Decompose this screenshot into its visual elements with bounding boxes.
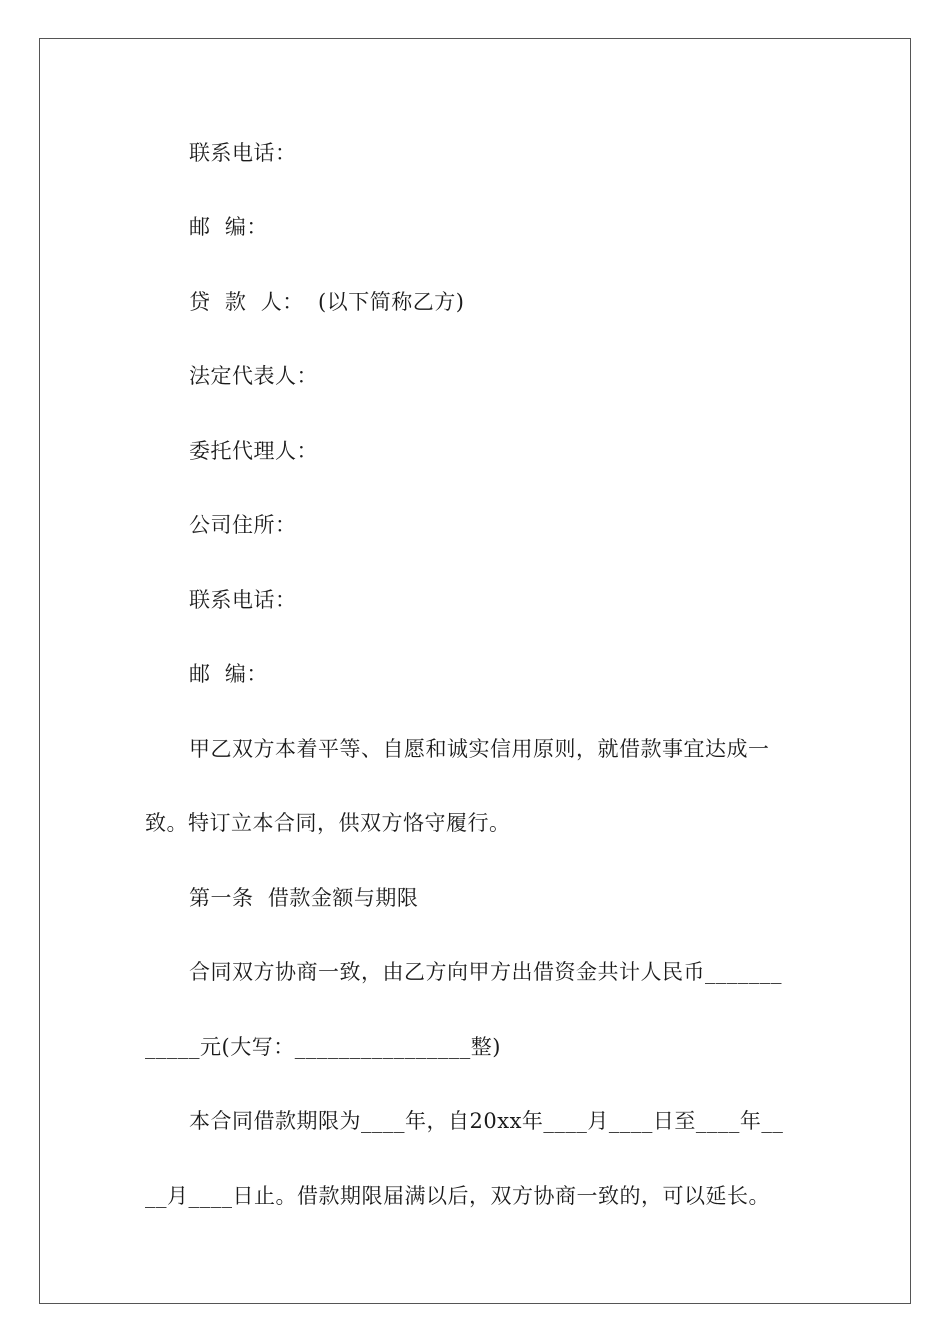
borrower-postcode-label: 邮 编： (189, 662, 268, 686)
company-address-label: 公司住所： (189, 513, 297, 537)
lender-phone-label: 联系电话： (189, 141, 297, 165)
preamble-paragraph-line-1: 甲乙双方本着平等、自愿和诚实信用原则，就借款事宜达成一 (189, 737, 770, 761)
borrower-phone-label: 联系电话： (189, 588, 297, 612)
borrower-party-label: 贷 款 人： (以下简称乙方) (189, 290, 465, 314)
loan-term-line-2: __月____日止。借款期限届满以后，双方协商一致的，可以延长。 (145, 1184, 770, 1208)
legal-representative-label: 法定代表人： (189, 364, 318, 388)
authorized-agent-label: 委托代理人： (189, 439, 318, 463)
preamble-paragraph-line-2: 致。特订立本合同，供双方恪守履行。 (145, 811, 511, 835)
article-1-heading: 第一条 借款金额与期限 (189, 886, 419, 910)
lender-postcode-label: 邮 编： (189, 215, 268, 239)
loan-term-line-1: 本合同借款期限为____年，自20xx年____月____日至____年__ (189, 1109, 784, 1133)
loan-amount-line-2: _____元(大写：________________整) (145, 1035, 501, 1059)
loan-amount-line-1: 合同双方协商一致，由乙方向甲方出借资金共计人民币_______ (189, 960, 782, 984)
